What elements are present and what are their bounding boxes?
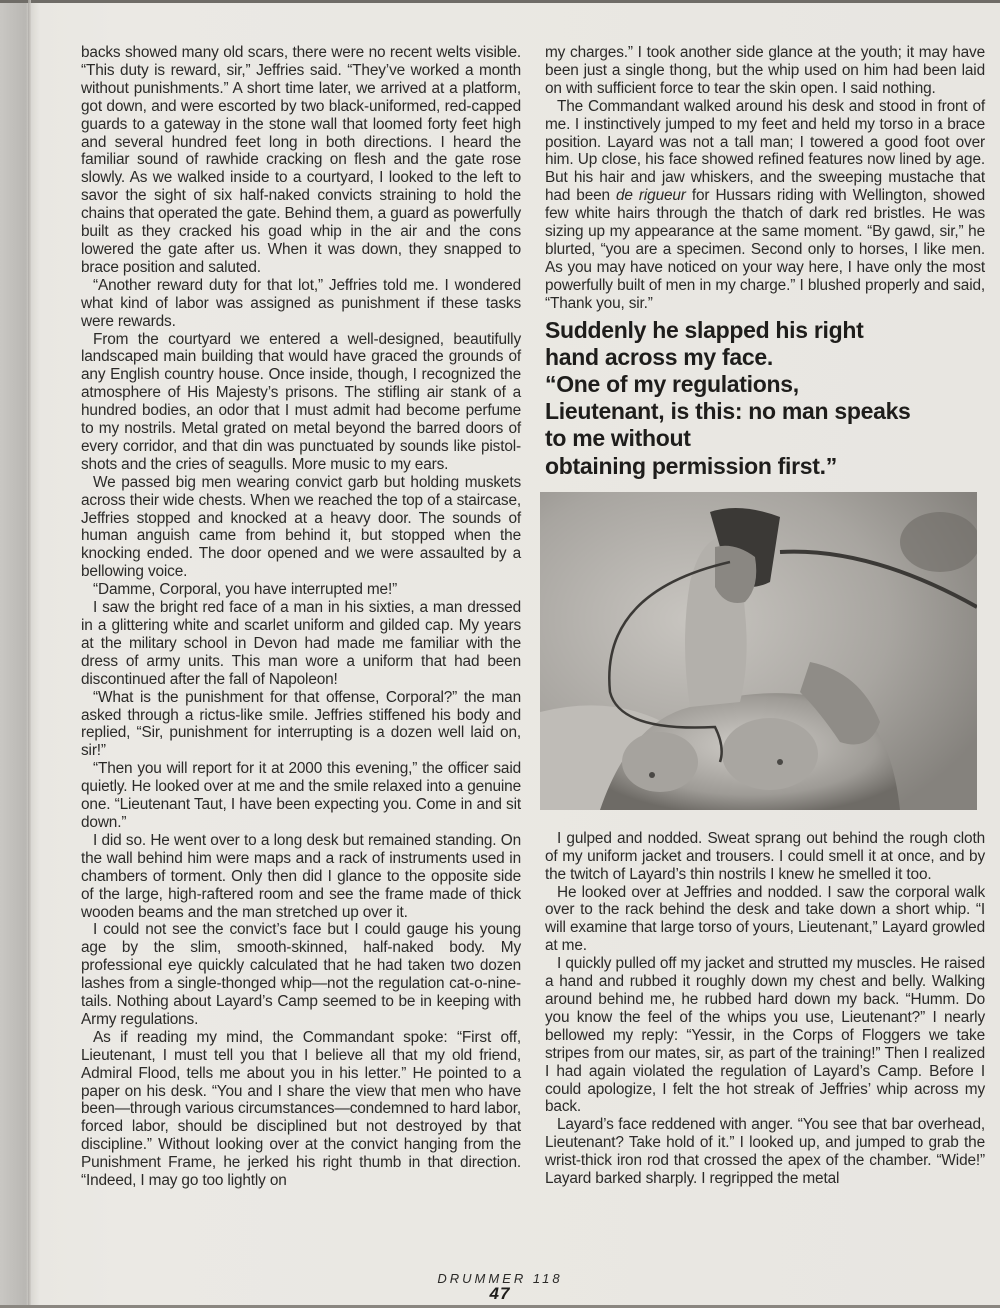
paragraph: I quickly pulled off my jacket and strutted my muscles. He raised a hand and rubbed it roughly down my chest and belly. Walking around behind me, he rubbed hard down my back. “Humm. Do you know the feel of the whips you use, Lieutenant?” I nearly bellowed my reply: “Yessir, in the Corps of Floggers we take stripes from our mates, sir, as part of the training!” Then I realized I had again violated the regulation of Layard’s Camp. Before I could apologize, I felt the hot streak of Jeffries’ whip across my back.: [545, 955, 985, 1116]
paragraph: “Then you will report for it at 2000 this evening,” the officer said quietly. He looked over at me and the smile relaxed into a genuine one. “Lieutenant Taut, I have been expecting you. Come in and sit down.”: [81, 760, 521, 831]
paragraph: I did so. He went over to a long desk but remained standing. On the wall behind him were maps and a rack of instruments used in chambers of torment. Only then did I glance to the opposite side of the large, high-raftered room and see the frame made of thick wooden beams and the man stretched up over it.: [81, 831, 521, 921]
illustration-detail: [649, 772, 655, 778]
paragraph: Layard’s face reddened with anger. “You see that bar overhead, Lieutenant? Take hold of it.” I looked up, and jumped to grab the wrist-thick iron rod that crossed the apex of the chamber. “Wide!” Layard barked sharply. I regripped the metal: [545, 1116, 985, 1188]
paragraph: “What is the punishment for that offense, Corporal?” the man asked through a rictus-like smile. Jeffries stiffened his body and replied, “Sir, punishment for interrupting is a dozen well laid on, sir!”: [81, 688, 521, 760]
paragraph-text: The Commandant walked around his desk and stood in front of me. I instinctively jumped to my feet and held my torso in a brace position. Layard was not a tall man; I towered a good foot over him. Up close, his face showed refined features now lined by age. But his hair and jaw whiskers, and the sweeping mustache that had been: [545, 97, 985, 205]
page-footer: [0, 1272, 1000, 1302]
pull-quote-line: Lieutenant, is this: no man speaks: [545, 398, 911, 425]
illustration-whip-figure-icon: [540, 492, 977, 810]
binding-gutter: [28, 0, 31, 1308]
paragraph: my charges.” I took another side glance at the youth; it may have been just a single thong, but the whip used on him had been laid on with sufficient force to tear the skin open. I said nothing.: [545, 44, 985, 97]
illustration-chest-right: [722, 718, 818, 790]
paragraph: I could not see the convict’s face but I could gauge his young age by the slim, smooth-skinned, half-naked body. My professional eye quickly calculated that he had taken two dozen lashes from a single-thonged whip—not the regulation cat-o-nine-tails. Nothing about Layard’s Camp seemed to be in keeping with Army regulations.: [81, 921, 521, 1028]
pull-quote-line: obtaining permission first.”: [545, 452, 837, 479]
left-column: [81, 44, 521, 1190]
illustration: [540, 492, 977, 810]
paragraph-text: for Hussars riding with Wellington, showed few white hairs through the thatch of dark red bristles. He was sizing up my appearance at the same moment. “By gawd, sir,” he blurted, “you are a specimen. Second only to horses, I like men. As you may have noticed on your way here, I have only the most powerfully built of men in my charge.” I blushed properly and said, “Thank you, sir.”: [545, 187, 985, 312]
pull-quote: [545, 317, 985, 480]
illustration-detail: [777, 759, 783, 765]
pull-quote-line: hand across my face.: [545, 343, 773, 370]
page-number: 47: [489, 1284, 511, 1303]
page-top-edge: [0, 0, 1000, 3]
paragraph: I saw the bright red face of a man in his sixties, a man dressed in a glittering white and scarlet uniform and gilded cap. My years at the military school in Devon had made me familiar with the dress of army units. This man wore a uniform that had been discontinued after the fall of Napoleon!: [81, 599, 521, 688]
paragraph: From the courtyard we entered a well-designed, beautifully landscaped main building that would have graced the grounds of any English country house. Once inside, though, I recognized the atmosphere of His Majesty’s prisons. The stifling air stank of a hundred bodies, an odor that I must admit had become perfume to my nostrils. Metal grated on metal beyond the barred doors of every corridor, and that din was punctuated by sounds like pistol-shots and the cries of seagulls. More music to my ears.: [81, 330, 521, 473]
right-column: [545, 44, 985, 1188]
paragraph: [545, 98, 985, 313]
pull-quote-line: Suddenly he slapped his right: [545, 316, 864, 343]
illustration-shadow: [900, 512, 977, 572]
magazine-title: DRUMMER 118: [437, 1271, 563, 1286]
paragraph: He looked over at Jeffries and nodded. I saw the corporal walk over to the rack behind the desk and take down a short whip. “I will examine that large torso of yours, Lieutenant,” Layard growled at me.: [545, 883, 985, 955]
paragraph: backs showed many old scars, there were no recent welts visible. “This duty is reward, sir,” Jeffries said. “They’ve worked a month without punishments.” A short time later, we arrived at a platform, got down, and were escorted by two black-uniformed, red-capped guards to a gateway in the stone wall that loomed forty feet high and several hundred feet long in both directions. I heard the familiar sound of rawhide cracking on flesh and the gate rose slowly. As we walked inside to a courtyard, I looked to the left to savor the sight of six half-naked convicts straining to hold the chains that operated the gate. Behind them, a guard as powerfully built as they cracked his goad whip in the air and the cons lowered the gate after us. When it was down, they snapped to brace position and saluted.: [81, 44, 521, 276]
pull-quote-line: “One of my regulations,: [545, 371, 799, 397]
paragraph: I gulped and nodded. Sweat sprang out behind the rough cloth of my uniform jacket and trousers. I could smell it at once, and by the twitch of Layard’s thin nostrils I knew he smelled it too.: [545, 829, 985, 883]
illustration-face: [715, 546, 756, 603]
illustration-chest-left: [622, 732, 698, 792]
paragraph: We passed big men wearing convict garb but holding muskets across their wide chests. When we reached the top of a staircase, Jeffries stopped and knocked at a heavy door. The sounds of human anguish came from behind it, but stopped when the knocking ended. The door opened and we were assaulted by a bellowing voice.: [81, 473, 521, 581]
italic-phrase: de rigueur: [616, 187, 686, 205]
paragraph: “Another reward duty for that lot,” Jeffries told me. I wondered what kind of labor was assigned as punishment if these tasks were rewards.: [81, 276, 521, 330]
paragraph: “Damme, Corporal, you have interrupted me!”: [93, 581, 398, 599]
pull-quote-line: to me without: [545, 425, 691, 452]
paragraph: As if reading my mind, the Commandant spoke: “First off, Lieutenant, I must tell you that I believe all that my old friend, Admiral Flood, tells me about you in his letter.” He pointed to a paper on his desk. “You and I share the view that men who have been—through various circumstances—condemned to hard labor, forced labor, should be disciplined but not destroyed by that discipline.” Without looking over at the convict hanging from the Punishment Frame, he jerked his right thumb in that direction. “Indeed, I may go too lightly on: [81, 1028, 521, 1190]
